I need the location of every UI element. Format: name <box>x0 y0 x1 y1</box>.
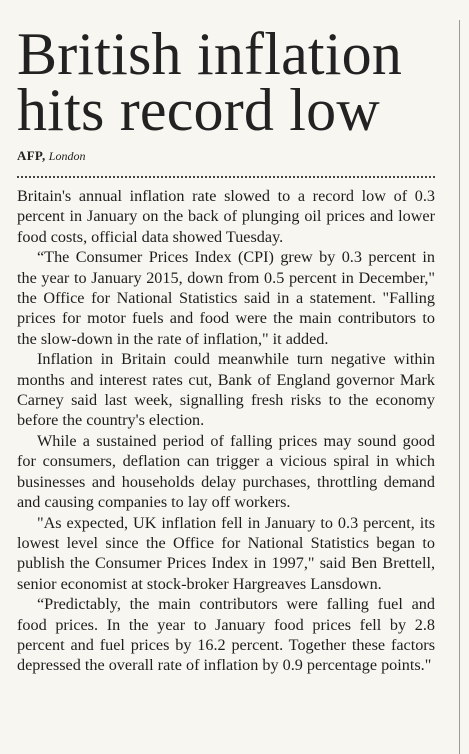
paragraph-6: “Predictably, the main contributors were falling fuel and food prices. In the year to January food prices fell by 2.8 percent and fuel prices by 16.2 percent. Together these factors depressed the overall rate of inflation by 0.9 percentage points." <box>17 595 435 675</box>
column-divider <box>459 20 460 754</box>
byline <box>17 148 85 164</box>
paragraph-3: Inflation in Britain could meanwhile turn negative within months and interest rates cut, Bank of England governor Mark Carney said last week, signalling fresh risks to the economy before the country's election. <box>17 350 435 430</box>
paragraph-5: "As expected, UK inflation fell in January to 0.3 percent, its lowest level since the Office for National Statistics began to publish the Consumer Prices Index in 1997," said Ben Brettell, senior economist at stock-broker Hargreaves Lansdown. <box>17 513 435 593</box>
byline-place: London <box>48 149 86 163</box>
byline-agency: AFP, <box>17 148 46 163</box>
headline: British inflation hits record low <box>17 21 403 143</box>
paragraph-1: Britain's annual inflation rate slowed to a record low of 0.3 percent in January on the back of plunging oil prices and lower food costs, official data showed Tuesday. <box>17 187 435 246</box>
article-body <box>17 186 435 676</box>
dotted-separator <box>17 176 435 178</box>
paragraph-4: While a sustained period of falling prices may sound good for consumers, deflation can trigger a vicious spiral in which businesses and households delay purchases, throttling demand and causing companies to lay off workers. <box>17 431 435 512</box>
paragraph-2: “The Consumer Prices Index (CPI) grew by 0.3 percent in the year to January 2015, down from 0.5 percent in December," the Office for National Statistics said in a statement. "Falling prices for motor fuels and food were the main contributors to the slow-down in the rate of inflation," it added. <box>17 248 435 348</box>
